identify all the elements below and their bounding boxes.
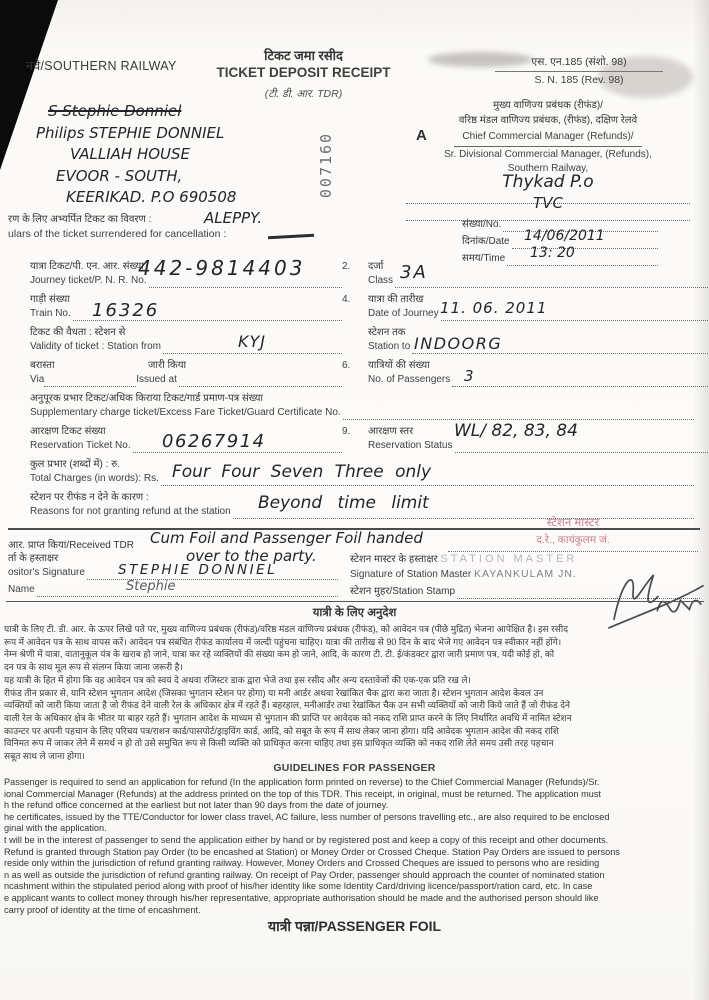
field-total-charges: कुल प्रभार (शब्दों में) : रु. Total Charges (in words): Rs. Four Four Seven Three only [30,458,694,486]
field-reservation-status: 9. आरक्षण स्तर Reservation Status WL/ 82, 83, 84 [342,425,709,453]
station-master-stamp-pink: स्टेशन मास्टर द.रे., कायंकुलम जं. [536,517,610,546]
tdr-abbreviation: (टी. डी. आर. TDR) [264,88,343,100]
instructions-heading: यात्री के लिए अनुदेश [312,607,397,619]
guideline-line: t will be in the interest of passenger to send the application either by hand or by registered post and keep a copy of this receipt and other documents. [4,834,609,845]
receipt-title: TICKET DEPOSIT RECEIPT [216,65,391,80]
depositor-label-hindi: र्ता के हस्ताक्षर [8,553,59,564]
field-validity: टिकट की वैधता : स्टेशन से Validity of ticket : Station from KYJ [30,326,342,354]
guideline-line: reside only within the jurisdiction of refund granting railway. However, Money Orders and Crossed Cheques are issued to persons who are residing [4,858,600,869]
sm-label-hindi: स्टेशन मास्टर के हस्ताक्षर [350,554,438,565]
total-charges-value: Four Four Seven Three only [172,462,432,482]
train-no-value: 16326 [92,300,160,321]
guideline-line: Refund is granted through Station pay Order (to be encashed at Station) or Money Order or Crossed Cheque. Station Pay Orders are issued to persons [4,846,620,857]
applicant-address-block [36,101,262,228]
instruction-line: दन पत्र के साथ मूल रूप से संलग्न किया जाना जरूरी है। [4,662,183,673]
field-date-of-journey: 4. यात्रा की तारीख Date of Journey 11. 06. 2011 [342,293,709,321]
guideline-line: carry proof of identity at the time of encashment. [4,904,201,915]
number-date-time-block [462,215,658,266]
date-label: दिनांक/Date [462,236,510,247]
office-city-handwritten: TVC [533,193,563,212]
receipt-title-hindi: टिकट जमा रसीद [264,48,343,63]
received-tdr-label: आर. प्राप्त किया/Received TDR [8,540,134,551]
instruction-line: यह यात्री के हित में होगा कि वह आवेदन पत्र को स्वयं दे अथवा रजिस्टर डाक द्वारा भेजे तथा इस रसीद और अन्य दस्तावेजों की एक-एक प्रति रख ले। [4,674,471,685]
field-reservation-ticket: आरक्षण टिकट संख्या Reservation Ticket No. 06267914 [30,425,342,453]
sm-label: Signature of Station Master [350,569,472,580]
guideline-line: e applicant wants to collect money through his/her representative, appropriate authorisation should be made and the authorised person should like [4,892,599,903]
guideline-line: ional Commercial Manager (Refunds) at the address printed on the top of this TDR. This receipt, in original, must be returned. The application must [4,788,601,799]
reservation-status-value: WL/ 82, 83, 84 [454,421,578,441]
name-label: Name [8,584,35,595]
station-master-stamp-text: STATION MASTER [440,553,578,565]
station-name-stamp-text: KAYANKULAM JN. [473,568,577,580]
instruction-line: सबूत साथ ले जाना होगा। [4,751,85,762]
instruction-line: यात्री के लिए टी. डी. आर. के ऊपर लिखे पते पर, मुख्य वाणिज्य प्रबंधक (रीफंड)/वरिष्ठ मंडल वाणिज्य प्रबंधक (रीफंड), को आवेदन पत्र (पीछे मुद्रित) भेजना आपेक्षित है। इस रसीद [4,624,568,634]
guideline-line: ginal with the application. [4,823,107,834]
instruction-line: रूप में आवेदन पत्र के साथ वापस करें। आवेदन पत्र संबंधित रीफंड कार्यालय में जल्दी पहुंचना चाहिए। यात्रा की तारीख से 90 दिन के बाद भेजे गए आवेदन पत्र स्वीकार नहीं होंगे। [4,636,562,647]
office-english-line: Sr. Divisional Commercial Manager, (Refunds), [444,148,652,160]
guidelines-english-block [4,762,705,916]
office-hindi-line: मुख्य वाणिज्य प्रबंधक (रीफंड)/ [493,100,603,111]
form-number-block [495,55,663,86]
depositor-name-scrawl: Stephie [126,579,176,594]
guideline-line: n as well as outside the jurisdiction of refund granting railway. On receipt of Pay Order, passenger should approach the counter of nominated station [4,869,605,880]
applicant-name-line: Philips STEPHIE DONNIEL [36,123,225,142]
field-passengers: 6. यात्रियों की संख्या No. of Passengers 3 [342,359,709,387]
guidelines-heading: GUIDELINES FOR PASSENGER [273,762,436,774]
guideline-line: ncashment within the stipulated period along with proof of his/her identity like some Identity Card/driving licence/passport/ration card, etc. In case [4,881,593,892]
instruction-line: व्यक्तियों को जारी किया जाता है जो रीफंड देने वाली रेल के अधिकार क्षेत्र में रहते हैं। बहरहाल, मनीआर्डर तथा रेखांकित चैक उन सभी व्यक्तियों को जारी किये जाते हैं जो रीफंड देने [4,700,571,711]
date-value: 14/06/2011 [524,228,605,244]
reservation-ticket-value: 06267914 [162,431,266,452]
depositor-signature-value: STEPHIE DONNIEL [118,562,278,578]
applicant-address-line: KEERIKAD. P.O 690508 [66,188,237,206]
applicant-address-line: EVOOR - SOUTH, [56,166,183,185]
form-number-hindi: एस. एन.185 (संशो. 98) [495,55,663,72]
applicant-address-line: ALEPPY. [204,208,263,227]
refund-reason-value: Beyond time limit [258,493,429,513]
field-class: 2. दर्जा Class 3A [342,260,709,288]
station-to-value: INDOORG [414,334,503,353]
guideline-line: h the refund office concerned at the earliest but not later than 90 days from the date of journey. [4,800,389,811]
surrender-caption-english: ulars of the ticket surrendered for cancellation : [8,228,227,240]
received-tdr-handwritten: Cum Foil and Passenger Foil handed [150,529,423,547]
journey-ticket-value: 442-9814403 [138,256,306,280]
field-via-issued: बरास्ता जारी किया Via Issued at [30,359,342,387]
office-english-line: Southern Railway, [507,163,589,174]
instruction-line: नेम्न श्रेणी में यात्रा, वातानुकूल यंत्र के खराब हो जाने, यात्रा कर रहे व्यक्तियों की संख्या कम हो जाने, आदि, के कारण टी. टी. ई/कंडक्टर द्वारा जारी प्रमाण पत्र, यदी कोई हो, को [4,649,555,660]
depositor-label: ositor's Signature [8,567,85,578]
serial-number: 007160 [317,131,335,199]
instructions-hindi-block [4,605,705,763]
depositor-signature-block [8,552,338,597]
station-from-value: KYJ [238,332,266,351]
field-refund-reason: स्टेशन पर रीफंड न देने के कारण : Reasons for not granting refund at the station Beyond time limit [30,491,694,519]
instruction-line: विनिमत रूप में जाकर लेने में समर्थ न हो तो उसे समुचित रूप से किसी व्यक्ति को प्राधिकृत करना चाहिए तथा इस प्राधिकृत व्यक्ति को नकद राशि लेते समय उसी तरह पहचान [4,738,554,749]
field-train-no: गाड़ी संख्या Train No. 16326 [30,293,342,321]
instruction-line: रीफंड तीन प्रकार से, यानि स्टेशन भुगतान आदेश (जिसका भुगतान स्टेशन पर होगा) या मनी आर्डर अथवा रेखांकित चैक द्वारा करा जाता है। स्टेशन भुगतान आदेश केवल उन [4,687,544,698]
guideline-line: he certificates, issued by the TTE/Conductor for lower class travel, AC failure, less number of persons travelling etc., are also required to be enclosed [4,811,610,822]
receipt-title-block [196,46,411,101]
time-value: 13: 20 [530,245,575,261]
surrender-caption [8,213,348,241]
time-label: समय/Time [462,253,506,264]
field-journey-ticket: यात्रा टिकट/पी. एन. आर. संख्या Journey ticket/P. N. R. No. 442-9814403 [30,260,342,288]
received-tdr-handwritten: over to the party. [186,547,317,565]
header-railway-name: नवे/SOUTHERN RAILWAY [26,59,177,73]
office-hindi-line: वरिष्ठ मंडल वाणिज्य प्रबंधक, (रीफंड), दक्षिण रेलवे [458,114,638,126]
guideline-line: Passenger is required to send an application for refund (In the application form printed on reverse) to the Chief Commercial Manager (Refunds)/Sr. [4,777,600,787]
surrender-caption-hindi: रण के लिए अभ्यर्पित टिकट का विवरण : [8,214,152,225]
date-of-journey-value: 11. 06. 2011 [440,299,548,317]
passenger-foil-footer: यात्री पन्ना/PASSENGER FOIL [267,918,442,934]
office-address-handwritten: Thykad P.o [502,171,594,192]
field-station-to: स्टेशन तक Station to INDOORG [342,326,709,354]
no-label: संख्या/No. [462,219,502,230]
office-english-line: Chief Commercial Manager (Refunds)/ [454,130,641,147]
form-number: S. N. 185 (Rev. 98) [534,74,624,86]
passengers-value: 3 [464,367,474,385]
divider [6,601,704,602]
refund-office-block [398,99,698,221]
instruction-line: काउन्टर पर अपनी पहचान के लिए परिचय पत्र/राशन कार्ड/पासपोर्ट/ड्राइविंग कार्ड, आदि, को सबूत के रूप में साथ लेकर जाना होगा। यदि आवेदक भुगतान आदेश की नकद राशि [4,725,559,736]
field-supplementary: अनुपूरक प्रभार टिकट/अधिक किराया टिकट/गार्ड प्रमाण-पत्र संख्या Supplementary charge ticket/Excess Fare Ticket/Guard Certificate No. [30,392,694,420]
class-value: 3A [400,262,428,283]
station-stamp-label: स्टेशन मुहर/Station Stamp [350,586,456,597]
instruction-line: वाली रेल के अधिकार क्षेत्र के भीतर या बाहर रहते हैं। भुगतान आदेश के माध्यम से भुगतान की प्राप्ति पर आवेदक को नकद राशि प्राप्त करने के लिए निर्धारित अवधि में नामित स्टेशन [4,712,572,723]
struck-name-line: S Stephie Donniel [48,102,182,120]
applicant-address-line: VALLIAH HOUSE [70,145,191,163]
section-letter-a: A [416,127,427,144]
